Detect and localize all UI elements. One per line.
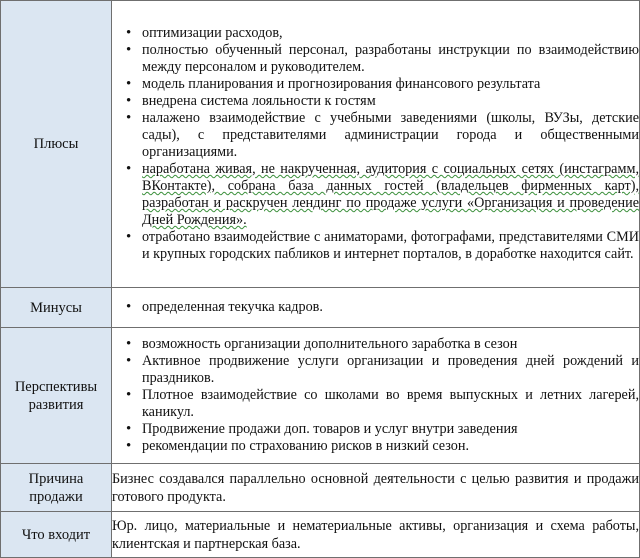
- list-item: • рекомендации по страхованию рисков в низкий сезон.: [112, 438, 639, 455]
- list-item: • отработано взаимодействие с аниматорами, фотографами, представителями СМИ и крупных городских пабликов и интернет порталов, в доработке находится сайт.: [112, 229, 639, 263]
- row-content-reason: [112, 464, 640, 512]
- table-row-includes: [1, 512, 640, 558]
- row-content-includes: [112, 512, 640, 558]
- list-item: • модель планирования и прогнозирования финансового результата: [112, 76, 639, 93]
- prospects-list: [112, 336, 639, 455]
- list-item: • Активное продвижение услуги организации и проведения дней рождений и праздников.: [112, 353, 639, 387]
- row-label-prospects-line2: развития: [28, 396, 84, 413]
- row-label-minus: Минусы: [1, 288, 112, 328]
- list-item: • Продвижение продажи доп. товаров и услуг внутри заведения: [112, 421, 639, 438]
- row-label-reason: [1, 464, 112, 512]
- list-item: • внедрена система лояльности к гостям: [112, 93, 639, 110]
- list-item: • полностью обученный персонал, разработаны инструкции по взаимодействию между персоналом и руководителем.: [112, 42, 639, 76]
- table-row-plus: [1, 1, 640, 288]
- row-label-reason-line1: Причина: [28, 470, 84, 487]
- table-row-minus: [1, 288, 640, 328]
- list-item: • Плотное взаимодействие со школами во время выпускных и летних лагерей, каникул.: [112, 387, 639, 421]
- row-content-prospects: [112, 328, 640, 464]
- row-content-plus: [112, 1, 640, 288]
- row-label-includes: Что входит: [1, 512, 112, 558]
- table-row-prospects: [1, 328, 640, 464]
- table-row-reason: [1, 464, 640, 512]
- list-item: • наработана живая, не накрученная, аудитория с социальных сетях (инстаграмм, ВКонтакте), собрана база данных гостей (владельцев фирменных карт), разработан и раскручен лендинг по продаже услуги «Организация и проведение Дней Рождения».: [112, 161, 639, 229]
- row-label-prospects: [1, 328, 112, 464]
- row-label-reason-line2: продажи: [29, 488, 83, 505]
- list-item: • налажено взаимодействие с учебными заведениями (школы, ВУЗы, детские сады), с представителями администрации города и общественными организациями.: [112, 110, 639, 161]
- plus-list: [112, 25, 639, 263]
- minus-list: [112, 299, 639, 316]
- list-item: • оптимизации расходов,: [112, 25, 639, 42]
- includes-text: Юр. лицо, материальные и нематериальные активы, организация и схема работы, клиентская и партнерская база.: [112, 517, 639, 552]
- row-content-minus: [112, 288, 640, 328]
- list-item: • определенная текучка кадров.: [112, 299, 639, 316]
- list-item: • возможность организации дополнительного заработка в сезон: [112, 336, 639, 353]
- row-label-prospects-line1: Перспективы: [14, 378, 98, 395]
- reason-text: Бизнес создавался параллельно основной деятельности с целью развития и продажи готового продукта.: [112, 470, 639, 505]
- row-label-plus: Плюсы: [1, 1, 112, 288]
